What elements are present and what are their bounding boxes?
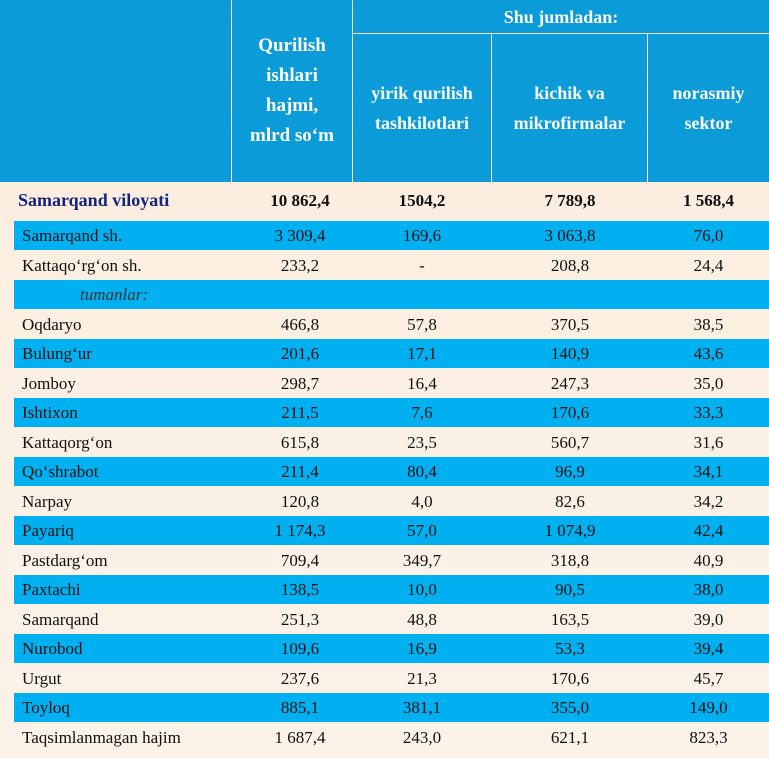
table-row <box>14 487 769 516</box>
row-value-v4: 38,5 <box>693 314 724 334</box>
row-name: Payariq <box>22 521 74 540</box>
header-informal-line2: sektor <box>684 113 733 133</box>
row-value-v1: 120,8 <box>280 491 320 511</box>
row-value-v3: 170,6 <box>550 403 590 422</box>
row-name: Pastdarg‘om <box>22 550 108 570</box>
row-value-v4: 45,7 <box>693 668 724 688</box>
row-value-v1: 885,1 <box>280 698 320 717</box>
row-value-v1: 1 174,3 <box>274 521 326 540</box>
row-value-v4: 42,4 <box>693 521 724 540</box>
row-name: Toyloq <box>22 698 70 717</box>
row-value-v4: 39,4 <box>693 639 724 658</box>
row-value-v4: 39,0 <box>693 609 724 629</box>
table-row <box>14 605 769 634</box>
row-value-v2: 16,4 <box>407 373 437 393</box>
row-value-v3: 355,0 <box>550 698 590 717</box>
header-group-label: Shu jumladan: <box>503 6 619 27</box>
row-value-v3 <box>492 280 648 309</box>
row-value-v4: 31,6 <box>693 432 724 452</box>
total-large: 1504,2 <box>398 191 446 210</box>
header-volume-line1: Qurilish <box>258 35 326 56</box>
row-name: Narpay <box>22 491 73 511</box>
row-value-v2: 48,8 <box>407 609 437 629</box>
header-informal-line1: norasmiy <box>672 83 745 103</box>
row-value-v3: 90,5 <box>555 580 585 599</box>
table-row <box>14 280 769 309</box>
table-row <box>14 398 769 427</box>
row-value-v3: 163,5 <box>550 609 590 629</box>
row-value-v2: 243,0 <box>402 727 442 747</box>
row-value-v3: 82,6 <box>555 491 585 511</box>
row-value-v1: 138,5 <box>280 580 320 599</box>
row-value-v3: 170,6 <box>550 668 590 688</box>
row-value-v2: 169,6 <box>402 226 442 245</box>
row-value-v4: 35,0 <box>693 373 724 393</box>
row-value-v1: 211,5 <box>281 403 319 422</box>
row-value-v2: 349,7 <box>402 550 442 570</box>
row-name: Samarqand <box>22 609 99 629</box>
row-value-v1: 237,6 <box>280 668 320 688</box>
total-volume: 10 862,4 <box>270 191 330 210</box>
row-name: Jomboy <box>22 373 76 393</box>
row-name: Taqsimlanmagan hajim <box>22 727 181 747</box>
row-value-v4 <box>648 280 769 309</box>
table-row <box>14 369 769 398</box>
header-small-line2: mikrofirmalar <box>513 113 626 133</box>
table-row <box>14 516 769 545</box>
row-value-v2: 57,8 <box>407 314 437 334</box>
row-value-v4: 43,6 <box>693 344 724 363</box>
row-value-v1: 211,4 <box>281 462 319 481</box>
row-value-v4: 34,1 <box>693 462 724 481</box>
total-informal: 1 568,4 <box>683 191 734 210</box>
header-volume-line3: hajmi, <box>265 95 319 116</box>
row-value-v1: 3 309,4 <box>274 226 326 245</box>
header-large-line2: tashkilotlari <box>374 113 469 133</box>
total-small: 7 789,8 <box>544 191 596 210</box>
row-value-v3: 208,8 <box>550 255 590 275</box>
row-name: Samarqand sh. <box>22 226 123 245</box>
header-large <box>353 34 491 182</box>
table-row <box>14 723 769 752</box>
row-name: Nurobod <box>22 639 83 658</box>
row-name: Ishtixon <box>22 403 78 422</box>
row-value-v1: 466,8 <box>280 314 320 334</box>
row-value-v1: 298,7 <box>280 373 320 393</box>
row-name: Kattaqo‘rg‘on sh. <box>22 255 142 275</box>
row-value-v1: 233,2 <box>280 255 320 275</box>
table-row <box>14 221 769 250</box>
table-row <box>14 457 769 486</box>
row-value-v2 <box>352 280 492 309</box>
row-value-v1: 201,6 <box>280 344 320 363</box>
row-value-v3: 3 063,8 <box>544 226 596 245</box>
row-value-v2: 4,0 <box>411 491 433 511</box>
row-value-v2: 57,0 <box>407 521 437 540</box>
row-value-v4: 76,0 <box>693 226 724 245</box>
table-row <box>14 664 769 693</box>
row-value-v4: 34,2 <box>693 491 724 511</box>
row-value-v2: 21,3 <box>407 668 437 688</box>
row-value-v4: 823,3 <box>689 727 728 747</box>
row-value-v2: 7,6 <box>411 403 433 422</box>
row-name: Urgut <box>22 668 62 688</box>
header-volume-line4: mlrd so‘m <box>250 125 334 146</box>
row-value-v3: 53,3 <box>555 639 585 658</box>
row-name: Bulung‘ur <box>22 344 92 363</box>
row-name: Kattaqorg‘on <box>22 432 113 452</box>
table-row <box>14 310 769 339</box>
row-value-v3: 140,9 <box>550 344 590 363</box>
total-row <box>0 186 769 216</box>
row-value-v3: 1 074,9 <box>544 521 596 540</box>
table-row <box>14 634 769 663</box>
row-value-v2: 16,9 <box>407 639 437 658</box>
row-value-v2: 10,0 <box>407 580 437 599</box>
row-value-v3: 370,5 <box>550 314 590 334</box>
row-value-v1 <box>230 280 370 309</box>
row-value-v2: 80,4 <box>407 462 437 481</box>
row-value-v3: 318,8 <box>550 550 590 570</box>
row-name: tumanlar: <box>80 285 148 304</box>
row-value-v1: 251,3 <box>280 609 320 629</box>
row-value-v1: 109,6 <box>280 639 320 658</box>
row-name: Qo‘shrabot <box>22 462 99 481</box>
row-value-v2: 17,1 <box>407 344 437 363</box>
table-row <box>14 339 769 368</box>
row-value-v1: 709,4 <box>280 550 320 570</box>
table-row <box>14 575 769 604</box>
row-value-v4: 40,9 <box>693 550 724 570</box>
row-value-v3: 621,1 <box>550 727 590 747</box>
row-value-v4: 33,3 <box>693 403 724 422</box>
table-row <box>14 546 769 575</box>
row-name: Paxtachi <box>22 580 81 599</box>
table-header <box>0 0 769 182</box>
header-small <box>492 34 647 182</box>
row-value-v4: 24,4 <box>693 255 724 275</box>
header-informal <box>648 34 769 182</box>
row-value-v2: - <box>419 255 425 275</box>
row-value-v3: 560,7 <box>550 432 590 452</box>
row-value-v2: 23,5 <box>407 432 437 452</box>
table-row <box>14 428 769 457</box>
header-volume-line2: ishlari <box>266 65 318 86</box>
row-value-v4: 149,0 <box>689 698 728 717</box>
row-value-v2: 381,1 <box>402 698 442 717</box>
row-name: Oqdaryo <box>22 314 82 334</box>
header-group-title <box>353 0 769 33</box>
header-corner <box>0 0 231 182</box>
row-value-v1: 1 687,4 <box>274 727 326 747</box>
header-small-line1: kichik va <box>534 83 605 103</box>
table-row <box>14 693 769 722</box>
row-value-v3: 96,9 <box>555 462 585 481</box>
total-name: Samarqand viloyati <box>18 190 170 210</box>
header-volume <box>232 0 352 182</box>
row-value-v1: 615,8 <box>280 432 320 452</box>
row-value-v4: 38,0 <box>693 580 724 599</box>
table-row <box>14 251 769 280</box>
row-value-v3: 247,3 <box>550 373 590 393</box>
header-large-line1: yirik qurilish <box>371 83 473 103</box>
